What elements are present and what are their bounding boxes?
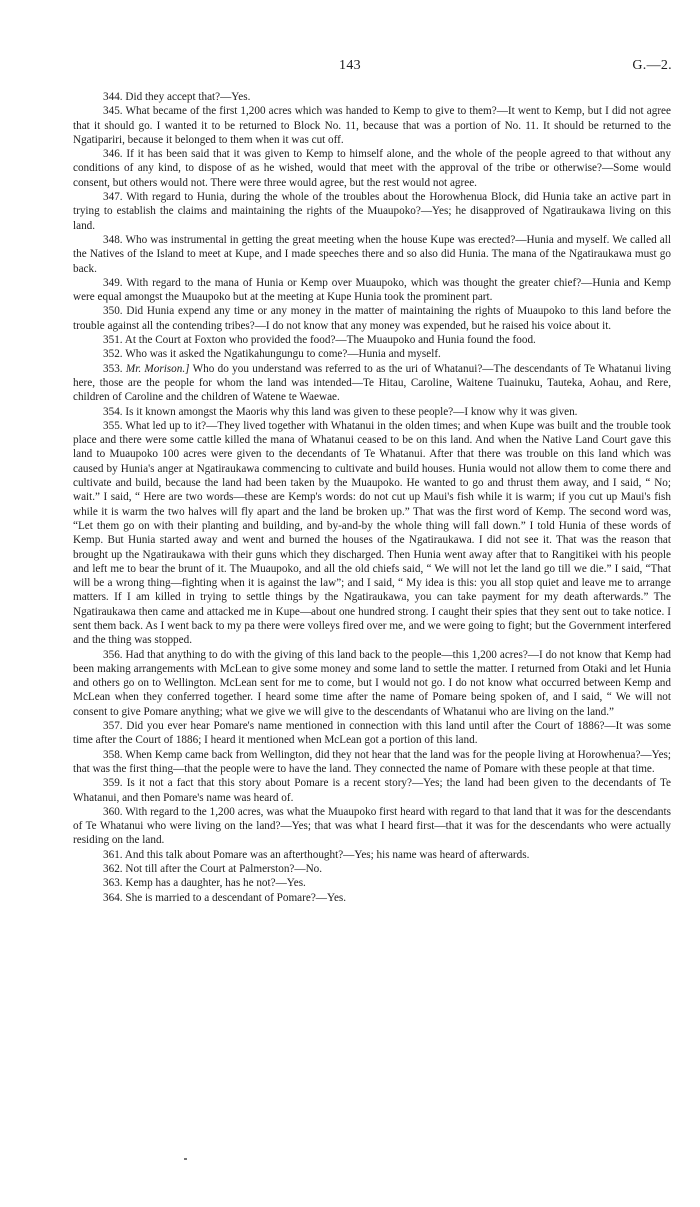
testimony-paragraph xyxy=(73,805,671,848)
document-reference: G.—2. xyxy=(632,58,672,73)
testimony-body xyxy=(73,90,671,905)
testimony-paragraph xyxy=(73,190,671,233)
question-number: 359. xyxy=(103,777,123,790)
testimony-paragraph xyxy=(73,233,671,276)
question-number: 362. xyxy=(103,863,123,876)
question-number: 364. xyxy=(103,891,123,904)
question-number: 356. xyxy=(103,648,123,661)
paragraph-text: Had that anything to do with the giving of this land back to the people—this 1,200 acres?—I do not know that Kemp had been making arrangements with McLean to give some money and some land to settle the matter. I returned from Otaki and let Hunia and others go on to Wellington. McLean sent for me to come, but I would not go. I do not know what occurred between Kemp and McLean when they conferred together. I heard some time after the name of Pomare being spoken of, and I said, “ We will not consent to give Pomare anything; what we give we will give to the descendants of Whatanui who are living on the land.” xyxy=(73,648,671,718)
testimony-paragraph xyxy=(73,304,671,333)
paragraph-text: Is it known amongst the Maoris why this land was given to these people?—I know why it was given. xyxy=(125,405,578,418)
page-number: 143 xyxy=(339,58,361,73)
paragraph-text: When Kemp came back from Wellington, did they not hear that the land was for the people living at Horowhenua?—Yes; that was the first thing—that the people were to have the land. They connected the name of Pomare with these people at that time. xyxy=(73,748,671,775)
question-number: 345. xyxy=(103,105,123,118)
testimony-paragraph xyxy=(73,648,671,719)
question-number: 348. xyxy=(103,233,123,246)
paragraph-text: With regard to the 1,200 acres, was what the Muaupoko first heard with regard to that land that it was for the descendants of Te Whatanui who were living on the land?—Yes; that was what I heard first—that it was for the descendants who were actually residing on the land. xyxy=(73,805,671,847)
testimony-paragraph xyxy=(73,748,671,777)
question-number: 346. xyxy=(103,148,123,161)
paragraph-text: At the Court at Foxton who provided the food?—The Muaupoko and Hunia found the food. xyxy=(124,334,536,347)
question-number: 350. xyxy=(103,305,123,318)
question-number: 347. xyxy=(103,191,123,204)
testimony-paragraph xyxy=(73,419,671,648)
speaker-label: Mr. Morison.] xyxy=(125,362,190,375)
question-number: 344. xyxy=(103,91,123,103)
question-number: 358. xyxy=(103,748,123,761)
question-number: 353. xyxy=(103,362,123,375)
paragraph-text: With regard to the mana of Hunia or Kemp over Muaupoko, which was thought the greater chief?—Hunia and Kemp were equal amongst the Muaupoko but at the meeting at Kupe Hunia took the prominent part. xyxy=(73,276,671,304)
paragraph-text: What became of the first 1,200 acres which was handed to Kemp to give to them?—It went to Kemp, but I did not agree that it should go. I wanted it to be returned to Block No. 11, because that was a portion of No. 11. It should be returned to the Ngatipariri, because it belonged to them when it was cut off. xyxy=(73,105,671,146)
question-number: 349. xyxy=(103,276,123,289)
question-number: 355. xyxy=(103,419,123,432)
testimony-paragraph xyxy=(73,347,671,361)
paragraph-text: Who was instrumental in getting the great meeting when the house Kupe was erected?—Hunia and myself. We called all the Natives of the Island to meet at Kupe, and I made speeches there and so also did Hunia. The mana of the Ngatiraukawa must go back. xyxy=(73,233,671,275)
paragraph-text: Did you ever hear Pomare's name mentioned in connection with this land until after the Court of 1886?—It was some time after the Court of 1886; I heard it mentioned when McLean got a portion of this land. xyxy=(73,720,672,747)
testimony-paragraph xyxy=(73,876,671,890)
paragraph-text: What led up to it?—They lived together with Whatanui in the olden times; and when Kupe was built and the trouble took place and there were some cattle killed the mana of Whatanui ceased to be on this land. And when the Native Land Court gave this land to Muaupoko 100 acres were given to the decendants of Te Whatanui. After that there was trouble on this land which was caused by Hunia's anger at Ngatiraukawa commencing to cultivate and build houses. Hunia would not allow them to come there and cultivate and build, because the land had been taken by the Muaupoko. He wanted to go and thrust them away, and I said, “ No; wait.” I said, “ Here are two words—these are Kemp's words: do not cut up Maui's fish while it is warm; if you cut up Maui's fish while it is warm the two halves will fly apart and the land be broken up.” That was the first word of Kemp. The second word was, “Let them go on with their planting and building, and by-and-by the whole thing will fall down.” I told Hunia of these words of Kemp. But Hunia started away and went and burned the houses of the Ngatiraukawa. I did not see it. That was the reason that brought up the Ngatiraukawa with their guns which they discharged. Then Hunia went away after that to Rangitikei with his people and left me to bear the brunt of it. The Muaupoko, and all the old chiefs said, “ We will not let the land go till we die.” I said, “That will be a wrong thing—fighting when it is against the law”; and I said, “ My idea is this: you all stop quiet and leave me to arrange matters. If I am killed in trying to settle things by the Ngatiraukawa, you can take payment for my death afterwards.” The Ngatiraukawa then came and attacked me in Kupe—about one hundred strong. I caught their spies that they sent out to take notice. I sent them back. As I went back to my pa there were volleys fired over me, and we were going to fight; but the Government interfered and the thing was stopped. xyxy=(73,419,671,647)
paragraph-text: And this talk about Pomare was an afterthought?—Yes; his name was heard of afterwards. xyxy=(124,848,530,861)
question-number: 354. xyxy=(103,405,123,418)
paragraph-text: Kemp has a daughter, has he not?—Yes. xyxy=(125,877,306,890)
paragraph-text: Did they accept that?—Yes. xyxy=(125,91,251,103)
paragraph-text: Is it not a fact that this story about Pomare is a recent story?—Yes; the land had been given to the decendants of Te Whatanui, and then Pomare's name was heard of. xyxy=(73,777,672,804)
paragraph-text: Who was it asked the Ngatikahungungu to come?—Hunia and myself. xyxy=(125,348,441,361)
testimony-paragraph xyxy=(73,405,671,419)
testimony-paragraph xyxy=(73,776,671,805)
question-number: 363. xyxy=(103,877,123,890)
testimony-paragraph xyxy=(73,848,671,862)
testimony-paragraph xyxy=(73,276,671,305)
question-number: 352. xyxy=(103,348,123,361)
testimony-paragraph xyxy=(73,147,671,190)
paragraph-text: Who do you understand was referred to as the uri of Whatanui?—The descendants of Te Whatanui living here, those are the people for whom the land was intended—Te Hitau, Caroline, Waitene Tuainuku, Tauteka, Aohau, and Rere, children of Caroline and the children of Watene te Waewae. xyxy=(73,362,671,404)
testimony-paragraph xyxy=(73,333,671,347)
question-number: 357. xyxy=(103,720,123,733)
paragraph-text: Did Hunia expend any time or any money in the matter of maintaining the rights of Muaupoko to this land before the trouble against all the contending tribes?—I do not know that any money was expended, but he raised his voice about it. xyxy=(73,305,672,332)
testimony-paragraph xyxy=(73,362,671,405)
question-number: 360. xyxy=(103,805,123,818)
paragraph-text: She is married to a descendant of Pomare?—Yes. xyxy=(125,891,347,904)
testimony-paragraph xyxy=(73,862,671,876)
testimony-paragraph xyxy=(73,104,671,147)
paragraph-text: If it has been said that it was given to Kemp to himself alone, and the whole of the people agreed to that without any conditions of any kind, to dispose of as he wished, would that meet with the approval of the tribe or otherwise?—Some would consent, but others would not. There were three would agree, but the rest would not agree. xyxy=(73,148,671,189)
question-number: 361. xyxy=(103,848,123,861)
paragraph-text: Not till after the Court at Palmerston?—No. xyxy=(125,863,323,876)
testimony-paragraph xyxy=(73,719,671,748)
testimony-paragraph xyxy=(73,90,671,104)
question-number: 351. xyxy=(103,334,123,347)
paragraph-text: With regard to Hunia, during the whole of the troubles about the Horowhenua Block, did Hunia take an active part in trying to establish the claims and maintaining the rights of the Muaupoko?—Yes; he disapproved of Ngatiraukawa living on this land. xyxy=(73,191,671,232)
testimony-paragraph xyxy=(73,891,671,905)
page-speck xyxy=(184,1158,187,1160)
